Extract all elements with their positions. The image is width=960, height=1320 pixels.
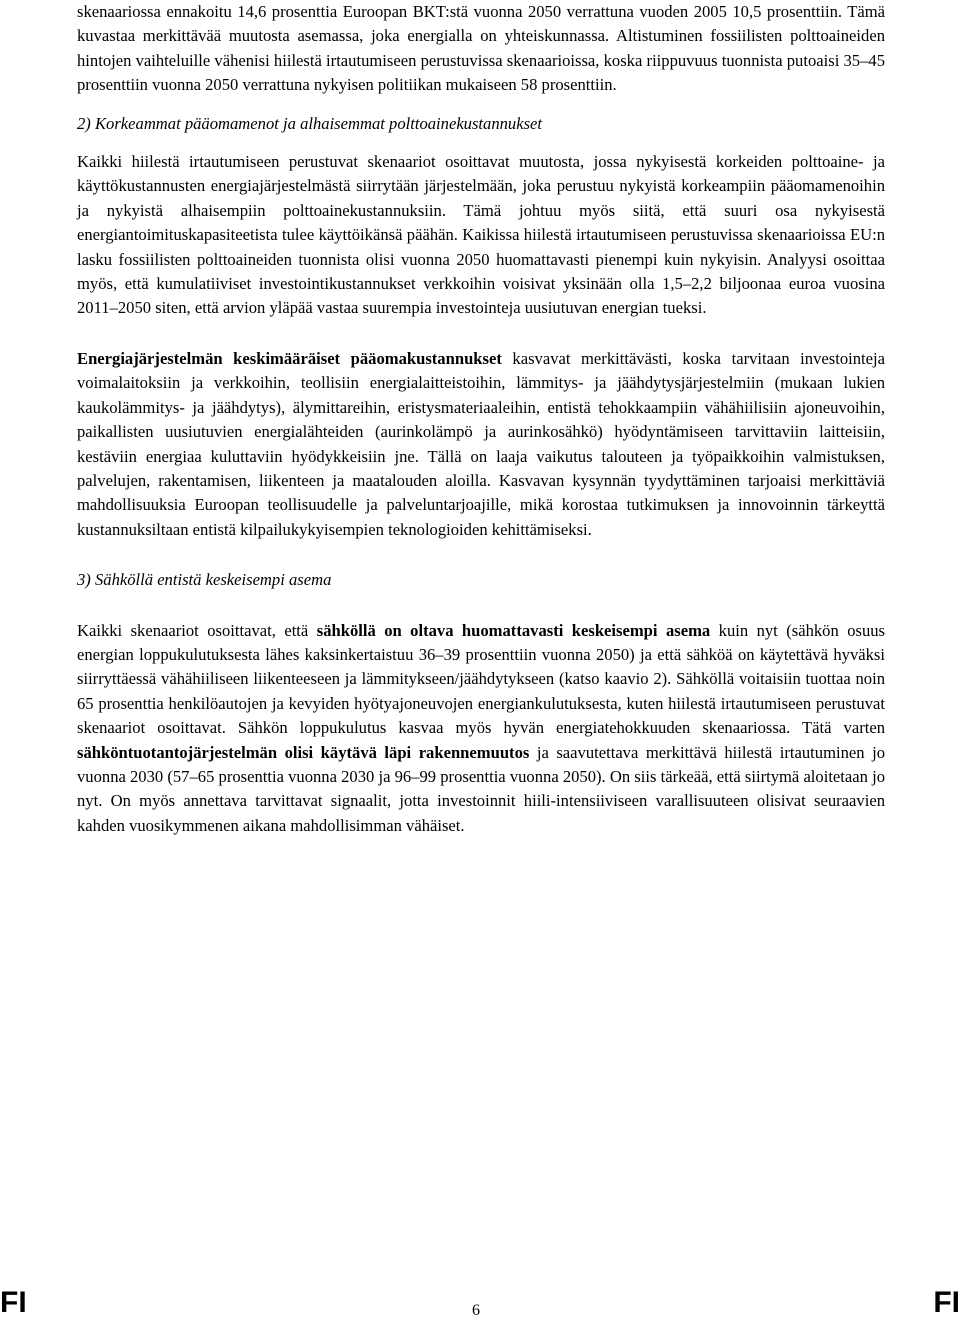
paragraph-electricity-role (77, 619, 885, 839)
spacer (77, 593, 885, 619)
paragraph-capital-expenditure: Kaikki hiilestä irtautumiseen perustuvat skenaariot osoittavat muutosta, jossa nykyisestä korkeiden polttoaine- ja käyttökustannusten energiajärjestelmästä siirrytään järjestelmään, joka perustuu nykyistä korkeampiin pääomamenoihin ja nykyistä alhaisempiin polttoainekustannuksiin. Tämä johtuu myös siitä, että suuri osa nykyisestä energiantoimituskapasiteetista tulee käyttöikänsä päähän. Kaikissa hiilestä irtautumiseen perustuvissa skenaarioissa EU:n lasku fossiilisten polttoaineiden tuonnista olisi vuonna 2050 huomattavasti pienempi kuin nykyisin. Analyysi osoittaa myös, että kumulatiiviset investointikustannukset verkkoihin voisivat yksinään olla 1,5–2,2 biljoonaa euroa vuosina 2011–2050 siten, että arvion yläpää vastaa suurempia investointeja uusiutuvan energian tueksi. (77, 152, 885, 318)
bold-phrase-power-system: sähköntuotantojärjestelmän olisi käytävä läpi rakennemuutos (77, 742, 530, 762)
footer-language-label-left: FI (0, 1286, 27, 1319)
section-heading-electricity: 3) Sähköllä entistä keskeisempi asema (77, 570, 332, 590)
paragraph-text: kuin nyt (sähkön osuus energian loppukulutuksesta lähes kaksinkertaistuu 36–39 prosenttiin vuonna 2050) ja että sähköä on käytettävä hyväksi siirryttäessä vähähiiliseen liikenteeseen ja lämmitykseen/jäähdytykseen (katso kaavio 2). Sähköllä voitaisiin tuottaa noin 65 prosenttia henkilöautojen ja kevyiden hyötyajoneuvojen energiankulutuksesta, kuten hiilestä irtautumiseen perustuvat skenaariot osoittavat. Sähkön loppukulutus kasvaa myös hyvän energiatehokkuuden skenaariossa. Tätä varten (77, 620, 886, 738)
spacer (77, 98, 885, 112)
paragraph-import-dependency: skenaariossa ennakoitu 14,6 prosenttia Euroopan BKT:stä vuonna 2050 verrattuna vuoden 2005 10,5 prosenttiin. Tämä kuvastaa merkittävää muutosta asemassa, joka energialla on yhteiskunnassa. Altistuminen fossiilisten polttoaineiden hintojen vaihteluille vähenisi hiilestä irtautumiseen perustuvissa skenaarioissa, koska riippuvuus tuonnista putoaisi 35–45 prosenttiin vuonna 2050 verrattuna nykyisen politiikan mukaiseen 58 prosenttiin. (77, 2, 885, 95)
footer-language-label-right: FI (933, 1286, 960, 1319)
paragraph-average-capital-costs (77, 347, 885, 542)
spacer (77, 136, 885, 150)
document-body (77, 0, 885, 838)
paragraph-text: Kaikki skenaariot osoittavat, että (77, 620, 317, 640)
bold-phrase-capital-costs: Energiajärjestelmän keskimääräiset pääomakustannukset (77, 348, 502, 368)
spacer (77, 542, 885, 568)
bold-phrase-electricity-role: sähköllä on oltava huomattavasti keskeisempi asema (316, 620, 711, 640)
paragraph-text: ja saavutettava merkittävä hiilestä irtautuminen jo vuonna 2030 (57–65 prosenttia vuonna 2030 ja 96–99 prosenttia vuonna 2050). On siis tärkeää, että siirtymä aloitetaan jo nyt. On myös annettava tarvittavat signaalit, jotta investoinnit hiili-intensiiviseen varallisuuteen olisivat seuraavien kahden vuosikymmenen aikana mahdollisimman vähäiset. (77, 742, 885, 835)
paragraph-text: kasvavat merkittävästi, koska tarvitaan investointeja voimalaitoksiin ja verkkoihin, teollisiin energialaitteistoihin, lämmitys- ja jäähdytysjärjestelmiin (mukaan lukien kaukolämmitys- ja jäähdytys), älymittareihin, eristysmateriaaleihin, entistä tehokkaampiin vähähiilisiin ajoneuvoihin, paikallisten uusiutuvien energialähteiden (aurinkolämpö ja aurinkosähkö) hyödyntämiseen tarvittaviin laitteisiin, kestäviin energiaa kuluttaviin hyödykkeisiin jne. Tällä on laaja vaikutus talouteen ja työpaikkoihin valmistuksen, palvelujen, rakentamisen, liikenteen ja maatalouden aloilla. Kasvavan kysynnän tyydyttäminen tarjoaisi merkittäviä mahdollisuuksia Euroopan teollisuudelle ja palveluntarjoajille, mikä korostaa tutkimuksen ja innovoinnin tärkeyttä kustannuksiltaan entistä kilpailukykyisempien teknologioiden kehittämiseksi. (77, 348, 885, 539)
page-number: 6 (472, 1302, 480, 1319)
section-heading-capital-costs: 2) Korkeammat pääomamenot ja alhaisemmat polttoainekustannukset (77, 113, 543, 133)
spacer (77, 321, 885, 347)
